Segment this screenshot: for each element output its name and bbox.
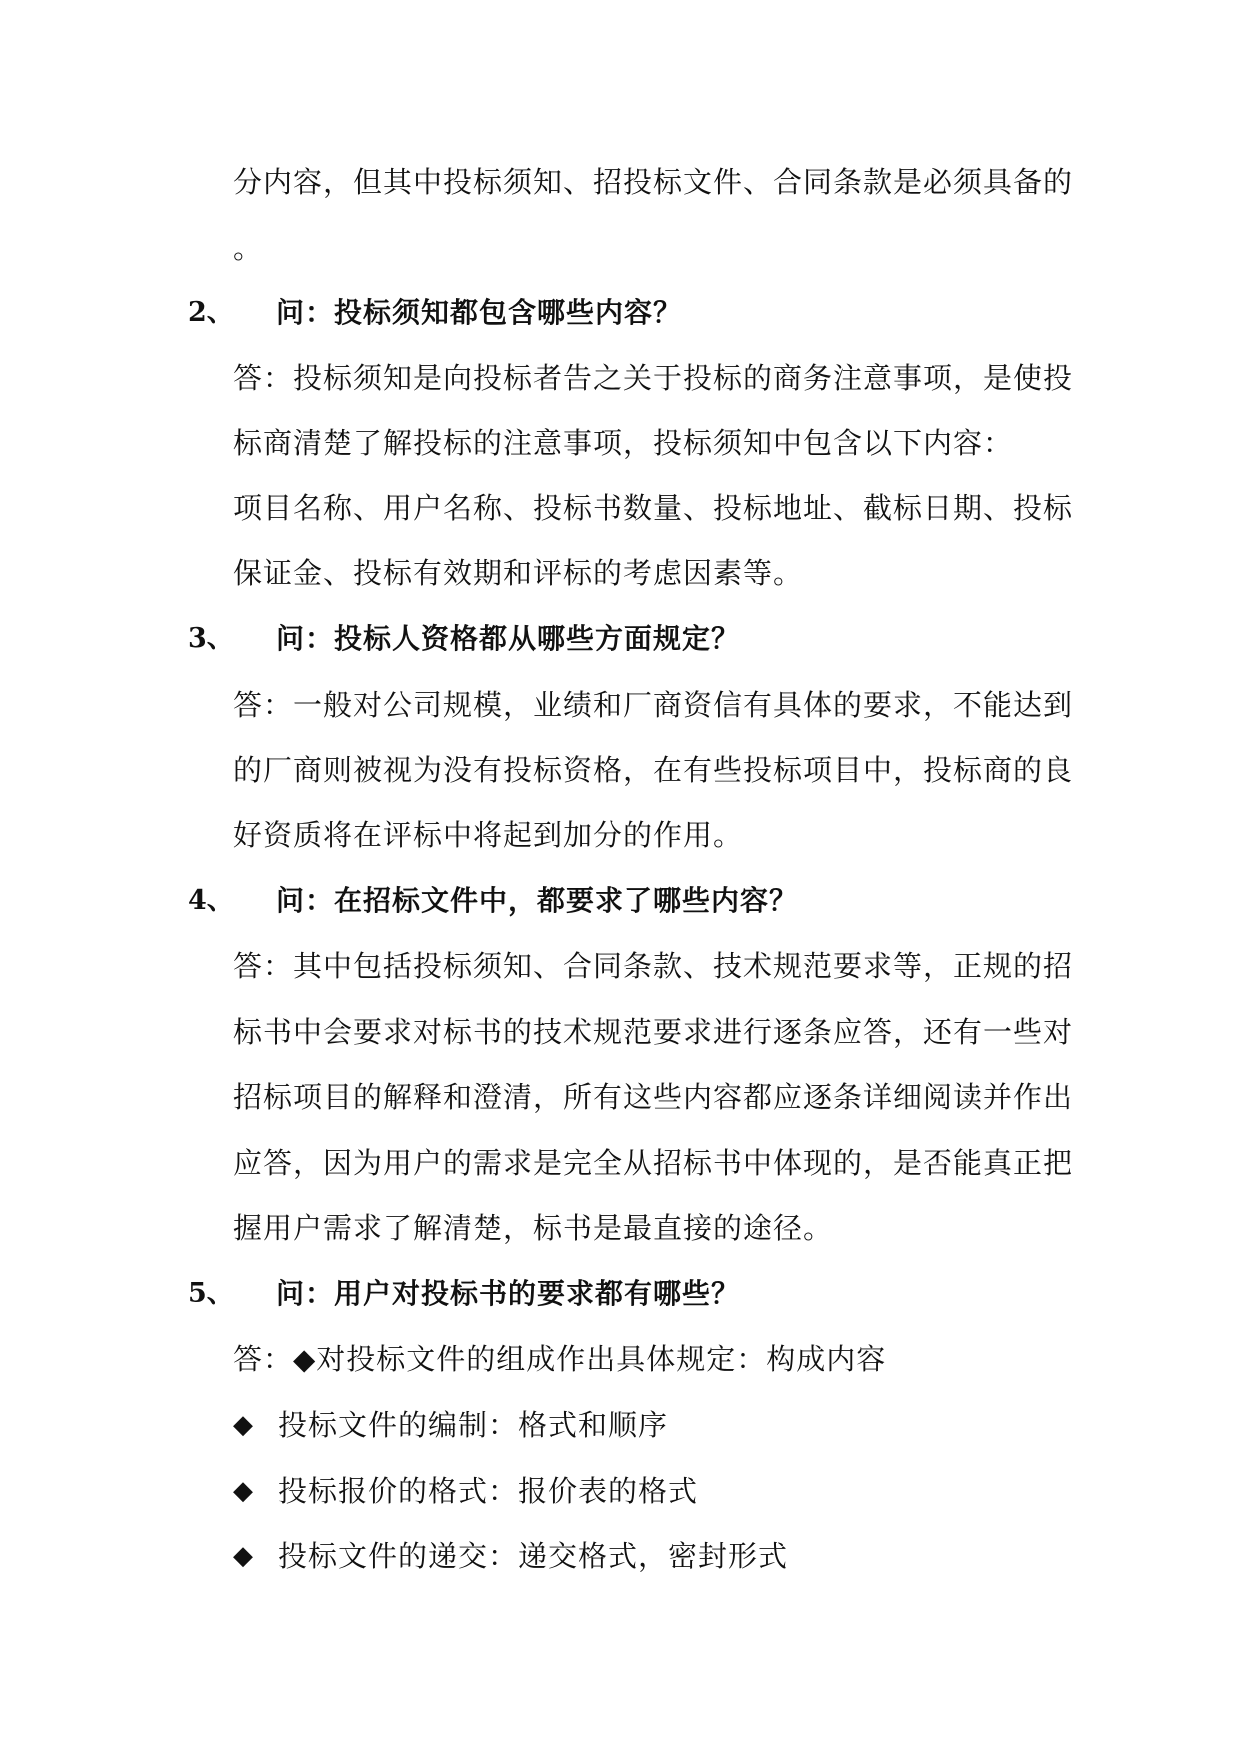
answer-line: 答：投标须知是向投标者告之关于投标的商务注意事项，是使投 [233, 361, 1074, 395]
answer-line: 标书中会要求对标书的技术规范要求进行逐条应答，还有一些对 [233, 1015, 1074, 1049]
question-heading: 问：用户对投标书的要求都有哪些？ [276, 1277, 741, 1310]
question-number: 2、 [188, 297, 234, 328]
answer-line: 答：一般对公司规模，业绩和厂商资信有具体的要求，不能达到 [233, 688, 1074, 722]
question-number: 5、 [188, 1278, 234, 1309]
diamond-bullet-icon: ◆ [233, 1476, 253, 1506]
intro-line: 。 [233, 231, 264, 265]
answer-line: 好资质将在评标中将起到加分的作用。 [233, 818, 744, 852]
diamond-bullet-icon: ◆ [233, 1410, 253, 1440]
question-heading: 问：在招标文件中，都要求了哪些内容？ [276, 884, 799, 917]
answer-line: 应答，因为用户的需求是完全从招标书中体现的，是否能真正把 [233, 1146, 1074, 1180]
answer-line: 招标项目的解释和澄清，所有这些内容都应逐条详细阅读并作出 [233, 1080, 1074, 1114]
bullet-item: 投标文件的递交：递交格式，密封形式 [278, 1539, 789, 1573]
bullet-item: 投标文件的编制：格式和顺序 [278, 1408, 669, 1442]
diamond-bullet-icon: ◆ [233, 1541, 253, 1571]
answer-line: 保证金、投标有效期和评标的考虑因素等。 [233, 556, 804, 590]
answer-line: 项目名称、用户名称、投标书数量、投标地址、截标日期、投标 [233, 491, 1074, 525]
answer-line: 答：◆对投标文件的组成作出具体规定：构成内容 [233, 1342, 887, 1376]
answer-line: 答：其中包括投标须知、合同条款、技术规范要求等，正规的招 [233, 949, 1074, 983]
answer-line: 标商清楚了解投标的注意事项，投标须知中包含以下内容： [233, 426, 1014, 460]
question-number: 4、 [188, 885, 234, 916]
question-heading: 问：投标人资格都从哪些方面规定？ [276, 622, 741, 655]
question-number: 3、 [188, 623, 234, 654]
intro-line: 分内容，但其中投标须知、招投标文件、合同条款是必须具备的 [233, 165, 1074, 199]
answer-line: 握用户需求了解清楚，标书是最直接的途径。 [233, 1211, 834, 1245]
answer-line: 的厂商则被视为没有投标资格，在有些投标项目中，投标商的良 [233, 753, 1074, 787]
question-heading: 问：投标须知都包含哪些内容？ [276, 296, 683, 329]
bullet-item: 投标报价的格式：报价表的格式 [278, 1474, 699, 1508]
